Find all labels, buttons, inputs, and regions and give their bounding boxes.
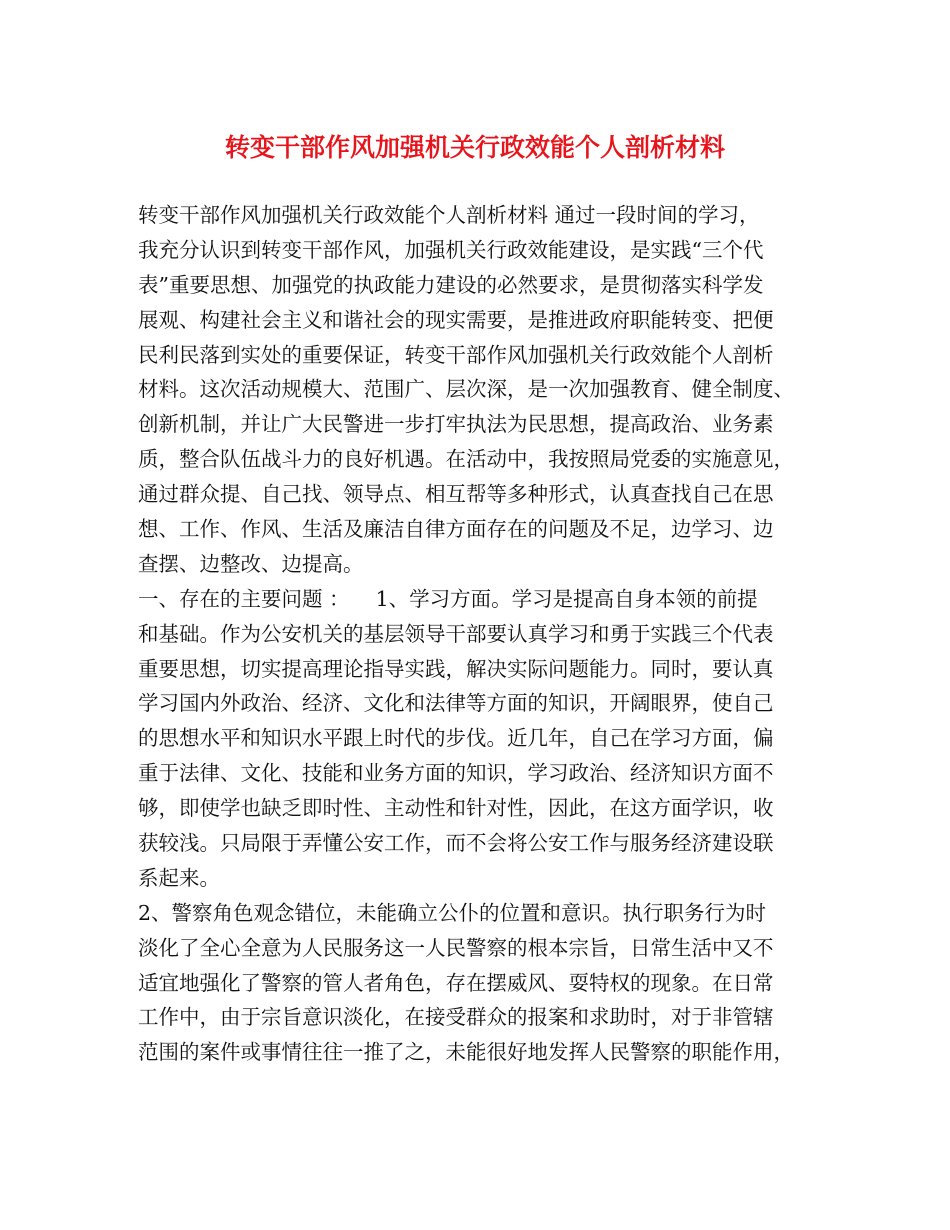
body-line: 创新机制，并让广大民警进一步打牢执法为民思想，提高政治、业务素 <box>138 412 774 437</box>
body-line: 的思想水平和知识水平跟上时代的步伐。近几年，自己在学习方面，偏 <box>138 726 774 751</box>
body-line: 材料。这次活动规模大、范围广、层次深，是一次加强教育、健全制度、 <box>138 377 794 402</box>
body-line: 转变干部作风加强机关行政效能个人剖析材料 通过一段时间的学习， <box>138 203 760 227</box>
body-line: 展观、构建社会主义和谐社会的现实需要，是推进政府职能转变、把便 <box>138 307 774 332</box>
body-line: 我充分认识到转变干部作风，加强机关行政效能建设，是实践“三个代 <box>138 237 764 262</box>
body-line: 适宜地强化了警察的管人者角色，存在摆威风、耍特权的现象。在日常 <box>138 970 774 995</box>
body-line: 重于法律、文化、技能和业务方面的知识，学习政治、经济知识方面不 <box>138 761 774 786</box>
body-line: 重要思想，切实提高理论指导实践，解决实际问题能力。同时，要认真 <box>138 656 774 681</box>
body-line: 想、工作、作风、生活及廉洁自律方面存在的问题及不足，边学习、边 <box>138 517 774 542</box>
body-line: 工作中，由于宗旨意识淡化，在接受群众的报案和求助时，对于非管辖 <box>138 1005 774 1030</box>
body-line: 表”重要思想、加强党的执政能力建设的必然要求，是贯彻落实科学发 <box>138 272 764 297</box>
body-line: 和基础。作为公安机关的基层领导干部要认真学习和勇于实践三个代表 <box>138 621 774 646</box>
body-line: 学习国内外政治、经济、文化和法律等方面的知识，开阔眼界，使自己 <box>138 691 774 716</box>
body-line: 质，整合队伍战斗力的良好机遇。在活动中，我按照局党委的实施意见， <box>138 447 794 472</box>
body-line: 2、警察角色观念错位，未能确立公仆的位置和意识。执行职务行为时 <box>138 900 767 925</box>
document-body <box>138 198 818 1070</box>
body-line: 系起来。 <box>138 865 220 890</box>
body-line: 查摆、边整改、边提高。 <box>138 551 364 576</box>
body-line: 淡化了全心全意为人民服务这一人民警察的根本宗旨，日常生活中又不 <box>138 935 774 960</box>
body-line: 获较浅。只局限于弄懂公安工作，而不会将公安工作与服务经济建设联 <box>138 831 774 856</box>
body-line: 一、存在的主要问题 ： 1、学习方面。学习是提高自身本领的前提 <box>138 586 758 611</box>
body-line: 范围的案件或事情往往一推了之，未能很好地发挥人民警察的职能作用， <box>138 1040 794 1065</box>
body-line: 民利民落到实处的重要保证，转变干部作风加强机关行政效能个人剖析 <box>138 342 774 367</box>
body-line: 够，即使学也缺乏即时性、主动性和针对性，因此，在这方面学识，收 <box>138 796 774 821</box>
document-title: 转变干部作风加强机关行政效能个人剖析材料 <box>224 133 725 162</box>
body-line: 通过群众提、自己找、领导点、相互帮等多种形式，认真查找自己在思 <box>138 482 774 507</box>
